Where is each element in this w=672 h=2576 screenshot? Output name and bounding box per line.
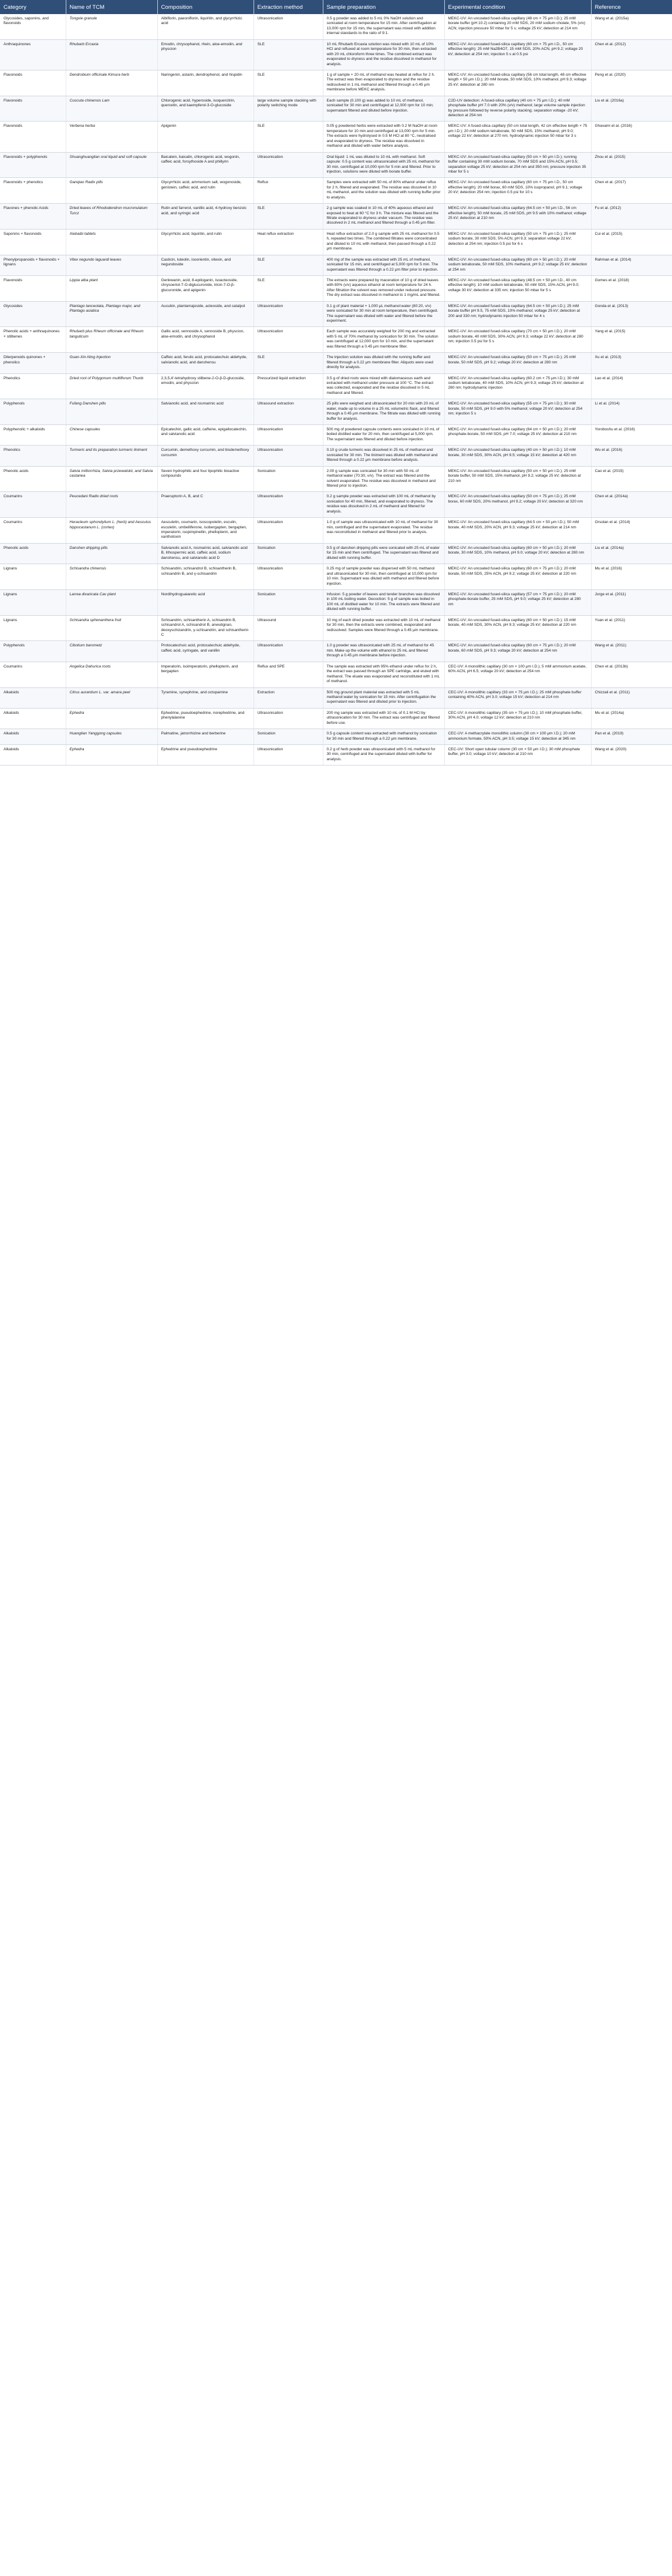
header-experimental-condition: Experimental condition [444, 0, 591, 14]
cell-name-of-tcm: Ganqiao Radix pills [66, 178, 157, 204]
table-row [0, 466, 672, 492]
cell-category: Flavonoids [0, 96, 66, 122]
cell-name-of-tcm: Rhubarb Ercaxia [66, 39, 157, 70]
cell-name-of-tcm: Schisandra sphenanthera fruit [66, 615, 157, 641]
cell-category: Flavonoids + polyphenols [0, 152, 66, 178]
cell-sample-preparation: 1.0 g of sample was ultrasonicated with 10 mL of methanol for 30 min, centrifuged and the supernatant evaporated. The residue was reconstituted in methanol and filtered prior to analysis. [323, 518, 444, 544]
cell-name-of-tcm: Heracleum sphondylium L. (herb) and Aesculus hippocastanum L. (cortex) [66, 518, 157, 544]
cell-experimental-condition: MEKC-UV: A fused-silica capillary (50 cm total length, 42 cm effective length × 75 μm I.D.); 20 mM sodium tetraborate, 50 mM SDS, 15% methanol, pH 9.0; voltage 22 kV; detection at 270 nm; hydrodynamic injection 50 mbar for 3 s [444, 122, 591, 152]
cell-extraction-method: Ultrasonication [254, 745, 323, 766]
cell-reference: Lao et al. (2014) [591, 373, 672, 399]
cell-reference: Peng et al. (2020) [591, 70, 672, 96]
cell-composition: Rutin and farrerol, vanillic acid, 4-hydroxy benzoic acid, and syringic acid [157, 204, 254, 230]
table-row [0, 399, 672, 425]
cell-composition: Ephedrine and pseudoephedrine [157, 745, 254, 766]
cell-extraction-method: Ultrasonication [254, 152, 323, 178]
cell-experimental-condition: CEC-UV: A methacrylate monolithic column (30 cm × 100 μm I.D.); 20 mM ammonium formate, 50% ACN, pH 3.5; voltage 15 kV; detection at 345 nm [444, 729, 591, 745]
cell-sample-preparation: 0.2 g sample powder was extracted with 100 mL of methanol by sonication for 40 min, filtered, and evaporated to dryness. The residue was dissolved in 2 mL of methanol and filtered for analysis. [323, 492, 444, 518]
cell-name-of-tcm: Huanglian Yanggong capsules [66, 729, 157, 745]
cell-reference: Yang et al. (2015) [591, 327, 672, 353]
cell-sample-preparation: 500 mg of powdered capsule contents were sonicated in 10 mL of boiled distilled water for 20 min, then centrifuged at 5,000 rpm. The supernatant was filtered and diluted before injection. [323, 425, 444, 446]
table-body [0, 14, 672, 766]
cell-name-of-tcm: Ephedra [66, 745, 157, 766]
cell-reference: Jorge et al. (2011) [591, 589, 672, 615]
cell-name-of-tcm: Citrus aurantium L. var. amara peel [66, 687, 157, 708]
table-row [0, 229, 672, 255]
cell-experimental-condition: MEKC-UV: An uncoated fused-silica capillary (60 cm × 75 μm I.D.); 20 mM borate, 60 mM SDS, pH 9.3; voltage 20 kV; detection at 254 nm [444, 641, 591, 662]
cell-name-of-tcm: Dried root of Polygonum multiflorum Thunb [66, 373, 157, 399]
cell-reference: Zhou et al. (2015) [591, 152, 672, 178]
table-row [0, 729, 672, 745]
cell-sample-preparation: 25 pills were weighed and ultrasonicated for 20 min with 20 mL of water, made up to volume in a 25 mL volumetric flask, and filtered through a 0.45 μm membrane. The filtrate was diluted with running buffer for analysis. [323, 399, 444, 425]
cell-experimental-condition: MEKC-UV: An uncoated fused-silica capillary (64 cm × 50 μm I.D.); 20 mM phosphate-borate, 50 mM SDS, pH 7.0; voltage 25 kV; detection at 210 nm [444, 425, 591, 446]
cell-category: Diterpenoids quinones + phenolics [0, 353, 66, 373]
cell-extraction-method: Ultrasonication [254, 641, 323, 662]
cell-category: Polyphenols [0, 641, 66, 662]
header-reference: Reference [591, 0, 672, 14]
cell-composition: Salvianolic acid A, rosmarinic acid, salvianolic acid B, lithospermic acid, caffeic acid, sodium danshensu, and salvianolic acid D [157, 543, 254, 564]
cell-category: Lignans [0, 564, 66, 590]
cell-composition: Caffeic acid, ferulic acid, protocatechuic aldehyde, salvianolic acid, and danshensu [157, 353, 254, 373]
cell-extraction-method: Sonication [254, 589, 323, 615]
cell-extraction-method: Ultrasonication [254, 327, 323, 353]
table-row [0, 641, 672, 662]
cell-experimental-condition: CEC-UV: A monolithic capillary (35 cm × 75 μm I.D.); 10 mM phosphate buffer, 30% ACN, pH 4.0; voltage 12 kV; detection at 210 nm [444, 708, 591, 729]
cell-name-of-tcm: Rhubarb plus Rheum officinale and Rheum tanguticum [66, 327, 157, 353]
cell-sample-preparation: The injection solution was diluted with the running buffer and filtered through a 0.22 μm membrane filter. Aliquots were used directly for analysis. [323, 353, 444, 373]
cell-name-of-tcm: Danshen dripping pills [66, 543, 157, 564]
cell-name-of-tcm: Larrea divaricata Cav plant [66, 589, 157, 615]
table-row [0, 255, 672, 275]
cell-composition: Palmatine, jatrorrhizine and berberine [157, 729, 254, 745]
cell-category: Phenolics [0, 373, 66, 399]
cell-sample-preparation: Samples were extracted with 50 mL of 80% ethanol under reflux for 2 h, filtered and evaporated. The residue was dissolved in 10 mL methanol, and the solution was diluted with running buffer prior to analysis. [323, 178, 444, 204]
cell-name-of-tcm: Shuanghuanglian oral liquid and soft capsule [66, 152, 157, 178]
table-row [0, 687, 672, 708]
cell-composition: Glycyrrhizic acid, ammonium salt, wogonoside, genistein, caffeic acid, and rutin [157, 178, 254, 204]
cell-reference: Cao et al. (2015) [591, 466, 672, 492]
cell-reference: Xu et al. (2013) [591, 353, 672, 373]
cell-category: Polyphenolic + alkaloids [0, 425, 66, 446]
cell-extraction-method: Sonication [254, 466, 323, 492]
cell-category: Glycosides [0, 301, 66, 327]
cell-sample-preparation: 1 g of sample + 20 mL of methanol was heated at reflux for 2 h. The extract was then evaporated to dryness and the residue redissolved in 1 mL methanol and filtered through a 0.45 μm membrane before MEKC analysis. [323, 70, 444, 96]
table-row [0, 564, 672, 590]
cell-reference: Gomes et al. (2018) [591, 275, 672, 301]
cell-extraction-method: SLE [254, 275, 323, 301]
cell-category: Flavonoids [0, 122, 66, 152]
cell-reference: Wu et al. (2016) [591, 446, 672, 466]
table-row [0, 446, 672, 466]
table-row [0, 492, 672, 518]
cell-category: Flavonoids [0, 275, 66, 301]
cell-experimental-condition: C2D-UV detection: A fused-silica capillary (40 cm × 75 μm I.D.); 40 mM phosphate buffer pH 7.0 with 20% (v/v) methanol; large volume sample injection by pressure followed by reverse polarity stacking; separation voltage -20 kV; detection at 254 nm [444, 96, 591, 122]
cell-reference: Orsolan et al. (2014) [591, 518, 672, 544]
cell-category: Flavones + phenolic Acids [0, 204, 66, 230]
cell-sample-preparation: The extracts were prepared by maceration of 10 g of dried leaves with 80% (v/v) aqueous ethanol at room temperature for 24 h. After filtration the solvent was removed under reduced pressure. The dry extract was dissolved in methanol to 1 mg/mL and filtered. [323, 275, 444, 301]
cell-experimental-condition: CEC-UV: Short open tubular column (30 cm × 50 μm I.D.); 30 mM phosphate buffer, pH 3.0; voltage 10 kV; detection at 210 nm [444, 745, 591, 766]
table-row [0, 301, 672, 327]
cell-experimental-condition: MEKC-UV: An uncoated fused-silica capillary (64.5 cm × 50 μm I.D.); 25 mM borate buffer pH 9.5, 75 mM SDS, 10% methanol; voltage 25 kV; detection at 200 and 330 nm; hydrodynamic injection 50 mbar for 4 s [444, 301, 591, 327]
cell-reference: Li et al. (2014) [591, 399, 672, 425]
cell-extraction-method: Ultrasound [254, 615, 323, 641]
cell-sample-preparation: 2.00 g sample was sonicated for 30 min with 50 mL of methanol:water (70:30, v/v). The extract was filtered and the solvent evaporated. The residue was dissolved in methanol and filtered prior to injection. [323, 466, 444, 492]
cell-composition: Schisandrin, schisantherin A, schisandrin B, schisandrol A, schisandrol B, anwulignan, deoxyschizandrin, γ-schisandrin, and schisantherin C [157, 615, 254, 641]
cell-extraction-method: SLE [254, 204, 323, 230]
cell-experimental-condition: MEKC-UV: An uncoated fused-silica capillary (60 cm × 75 μm I.D.); 20 mM borate, 50 mM SDS, 25% ACN, pH 9.2; voltage 25 kV; detection at 220 nm [444, 564, 591, 590]
cell-extraction-method: SLE [254, 70, 323, 96]
table-header [0, 0, 672, 14]
cell-composition: Baicalein, baicalin, chlorogenic acid, wogonin, caffeic acid, forsythoside A and phillyrin [157, 152, 254, 178]
table-row [0, 275, 672, 301]
cell-composition: Glycyrrhizic acid, liquiritin, and rutin [157, 229, 254, 255]
cell-name-of-tcm: Schisandra chinensis [66, 564, 157, 590]
cell-reference: Chen et al. (2014a) [591, 492, 672, 518]
cell-reference: Ghavami et al. (2016) [591, 122, 672, 152]
cell-sample-preparation: 0.1 g of plant material + 1,000 μL methanol:water (80:20, v/v) were sonicated for 30 min at room temperature, then centrifuged. The supernatant was diluted with water and filtered before the experiment. [323, 301, 444, 327]
cell-reference: Chen et al. (2012) [591, 39, 672, 70]
cell-sample-preparation: 0.5 g capsule content was extracted with methanol by sonication for 30 min and filtered through a 0.22 μm membrane. [323, 729, 444, 745]
cell-reference: Mu et al. (2016) [591, 564, 672, 590]
cell-category: Phenolic acids [0, 543, 66, 564]
cell-extraction-method: Ultrasonication [254, 518, 323, 544]
cell-extraction-method: Reflux and SPE [254, 662, 323, 687]
cell-experimental-condition: MEKC-UV: An uncoated fused-silica capillary (56 cm total length, 48 cm effective length × 50 μm I.D.); 20 mM borate, 50 mM SDS, 10% methanol, pH 9.3; voltage 25 kV; detection at 280 nm [444, 70, 591, 96]
cell-experimental-condition: MEKC-UV: An uncoated fused-silica capillary (60 cm × 50 μm I.D.); 20 mM borate, 30 mM SDS, 10% methanol, pH 9.0; voltage 20 kV; detection at 280 nm [444, 543, 591, 564]
header-row [0, 0, 672, 14]
cell-reference: Fu et al. (2012) [591, 204, 672, 230]
cell-sample-preparation: 0.5 g powder was added to 5 mL 0% NaOH solution and sonicated at room temperature for 15 min. After centrifugation at 13,000 rpm for 15 min, the supernatant was mixed with addition internal standards to the ratio of 9:1. [323, 14, 444, 39]
cell-sample-preparation: 0.25 mg of sample powder was dispersed with 50 mL methanol and ultrasonicated for 30 min, then centrifuged at 10,000 rpm for 10 min. Supernatant was diluted with methanol and filtered before injection. [323, 564, 444, 590]
cell-composition: Gallic acid, sennoside A, sennoside B, physcion, aloe-emodin, and chrysophanol [157, 327, 254, 353]
cell-category: Polyphenols [0, 399, 66, 425]
cell-category: Alkaloids [0, 687, 66, 708]
cell-reference: Gonda et al. (2013) [591, 301, 672, 327]
cell-category: Coumarins [0, 492, 66, 518]
cell-experimental-condition: MEKC-UV: An uncoated fused-silica capillary (50 cm × 75 μm I.D.); 25 mM borate, 50 mM SDS, pH 9.2; voltage 20 kV; detection at 280 nm [444, 353, 591, 373]
cell-extraction-method: Sonication [254, 729, 323, 745]
cell-composition: Emodin, chrysophanol, rhein, aloe-emodin, and physcion [157, 39, 254, 70]
cell-sample-preparation: 500 mg ground plant material was extracted with 5 mL methanol:water by sonication for 15 min. After centrifugation the supernatant was filtered and diluted prior to injection. [323, 687, 444, 708]
cell-reference: Rahman et al. (2014) [591, 255, 672, 275]
header-name-of-tcm: Name of TCM [66, 0, 157, 14]
table-row [0, 373, 672, 399]
cell-category: Alkaloids [0, 729, 66, 745]
cell-sample-preparation: 10 mL Rhubarb Ercaxia solution was mixed with 10 mL of 10% HCl and refluxed at room temperature for 30 min, then extracted with 20 mL chloroform three times. The combined extract was evaporated to dryness and the residue dissolved in methanol for analysis. [323, 39, 444, 70]
tcm-analysis-table [0, 0, 672, 766]
header-extraction-method: Extraction method [254, 0, 323, 14]
cell-composition: Aesculetin, coumarin, isoscopoletin, esculin, esculetin, umbelliferone, isobergapten, bergapten, imperatorin, isopimpinellin, phellopterin, and xanthotoxin [157, 518, 254, 544]
cell-composition: 2,3,5,4'-tetrahydroxy stilbene-2-O-β-D-glucoside, emodin, and physcion [157, 373, 254, 399]
cell-reference: Liu et al. (2016a) [591, 96, 672, 122]
cell-composition: Casticin, luteolin, isoorientin, vitexin, and negundoside [157, 255, 254, 275]
header-composition: Composition [157, 0, 254, 14]
cell-sample-preparation: 2 g sample was soaked in 10 mL of 40% aqueous ethanol and exposed to heat at 60 °C for 3 h. The mixture was filtered and the filtrate evaporated to dryness under vacuum. The residue was dissolved in 2 mL methanol and filtered through a 0.45 μm filter. [323, 204, 444, 230]
cell-extraction-method: Heat reflux extraction [254, 229, 323, 255]
cell-composition: Epicatechin, gallic acid, caffeine, epigallocatechin, and salvianolic acid [157, 425, 254, 446]
cell-reference: Yoroboshu et al. (2016) [591, 425, 672, 446]
cell-category: Anthraquinones [0, 39, 66, 70]
cell-name-of-tcm: Salvia miltiorrhiza, Salvia przewalskii, and Salvia castanea [66, 466, 157, 492]
cell-category: Coumarins [0, 662, 66, 687]
cell-extraction-method: Ultrasonication [254, 492, 323, 518]
cell-experimental-condition: MEKC-UV: An uncoated fused-silica capillary (60.2 cm × 75 μm I.D.); 30 mM sodium tetraborate, 40 mM SDS, 10% ACN, pH 9.3; voltage 25 kV; detection at 280 nm; hydrodynamic injection [444, 373, 591, 399]
cell-experimental-condition: MEKC-UV: An uncoated fused-silica capillary (48.5 cm × 50 μm I.D., 40 cm effective length); 10 mM sodium tetraborate, 50 mM SDS, 15% ACN, pH 9.0; voltage 30 kV; detection at 335 nm; injection 50 mbar for 5 s [444, 275, 591, 301]
cell-composition: Naringenin, astarin, dendrophenol, and hispidin [157, 70, 254, 96]
cell-name-of-tcm: Peucedani Radix dried roots [66, 492, 157, 518]
header-category: Category [0, 0, 66, 14]
header-sample-preparation: Sample preparation [323, 0, 444, 14]
cell-sample-preparation: Oral liquid: 1 mL was diluted to 10 mL with methanol. Soft capsule: 0.5 g content was ultrasonicated with 25 mL methanol for 30 min, centrifuged at 10,000 rpm for 5 min and filtered. Prior to injection, solutions were diluted with borate buffer. [323, 152, 444, 178]
cell-category: Lignans [0, 615, 66, 641]
cell-composition: Aucubin, plantamajoside, acteoside, and catalpol [157, 301, 254, 327]
cell-category: Lignans [0, 589, 66, 615]
cell-extraction-method: Reflux [254, 178, 323, 204]
cell-category: Phenolic acids + anthraquinones + stilbenes [0, 327, 66, 353]
cell-name-of-tcm: Dried leaves of Rhododendron mucronulatum Turcz [66, 204, 157, 230]
cell-name-of-tcm: Angelica Dahurica roots [66, 662, 157, 687]
cell-extraction-method: large volume sample stacking with polarity switching mode [254, 96, 323, 122]
cell-experimental-condition: MEKC-UV: An uncoated fused-silica capillary (60 cm × 75 μm I.D., 50 cm effective length); 25 mM Na2B4O7, 15 mM SDS, 20% ACN, pH 9.2; voltage 20 kV; detection at 254 nm; injection 5 s at 0.5 psi [444, 39, 591, 70]
table-row [0, 425, 672, 446]
cell-extraction-method: Ultrasonication [254, 564, 323, 590]
cell-extraction-method: Ultrasonication [254, 708, 323, 729]
cell-composition: Genkwanin, acid, 8-epiloganin, isoacteoside, chrysoeriol-7-O-diglucuronide, tricin-7-O-β-glucuronide, and apigenin [157, 275, 254, 301]
cell-name-of-tcm: Verbena herba [66, 122, 157, 152]
cell-sample-preparation: 0.05 g powdered herbs were extracted with 0.2 M NaOH at room temperature for 10 min and centrifuged at 13,000 rpm for 5 min. The extracts were hydrolysed in 0.5 M HCl at 80 °C, neutralised and evaporated to dryness. The residue was dissolved in methanol and diluted with water before analysis. [323, 122, 444, 152]
cell-category: Alkaloids [0, 745, 66, 766]
cell-category: Phenolic acids [0, 466, 66, 492]
table-row [0, 96, 672, 122]
table-row [0, 39, 672, 70]
table-row [0, 327, 672, 353]
cell-name-of-tcm: Fufang Danshen pills [66, 399, 157, 425]
cell-reference: Wang et al. (2020) [591, 745, 672, 766]
table-row [0, 70, 672, 96]
cell-sample-preparation: 200 mg sample was extracted with 10 mL of 0.1 M HCl by ultrasonication for 30 min. The extract was centrifuged and filtered before use. [323, 708, 444, 729]
cell-experimental-condition: CEC-UV: A monolithic capillary (33 cm × 75 μm I.D.); 25 mM phosphate buffer containing 40% ACN, pH 3.0; voltage 15 kV; detection at 214 nm [444, 687, 591, 708]
cell-composition: Tyramine, synephrine, and octopamine [157, 687, 254, 708]
cell-name-of-tcm: Tongxie granule [66, 14, 157, 39]
table-row [0, 589, 672, 615]
cell-reference: Pan et al. (2019) [591, 729, 672, 745]
cell-extraction-method: Ultrasonication [254, 301, 323, 327]
cell-composition: Praeruptorin A, B, and C [157, 492, 254, 518]
cell-name-of-tcm: Turmeric and its preparation turmeric liniment [66, 446, 157, 466]
cell-sample-preparation: 0.2 g of herb powder was ultrasonicated with 5 mL methanol for 30 min, centrifuged and the supernatant diluted with buffer for analysis. [323, 745, 444, 766]
cell-experimental-condition: MEKC-UV: An uncoated fused-silica capillary (70 cm × 50 μm I.D.); 20 mM sodium borate, 40 mM SDS, 30% ACN, pH 9.3; voltage 22 kV; detection at 280 nm; injection 0.5 psi for 5 s [444, 327, 591, 353]
cell-category: Phenylpropanoids + flavonoids + lignans [0, 255, 66, 275]
cell-sample-preparation: Each sample (0.100 g) was added to 10 mL of methanol, sonicated for 30 min and centrifuged at 12,000 rpm for 10 min; supernatant filtered and diluted before injection. [323, 96, 444, 122]
cell-sample-preparation: Infusion: 5 g powder of leaves and tender branches was dissolved in 100 mL boiling water. Decoction: 5 g of sample was boiled in 100 mL of distilled water for 10 min. The extracts were filtered and diluted with running buffer. [323, 589, 444, 615]
cell-name-of-tcm: Cibotium barometz [66, 641, 157, 662]
table-row [0, 353, 672, 373]
table-row [0, 152, 672, 178]
cell-experimental-condition: MEKC-UV: An uncoated fused-silica capillary (64.5 cm × 50 μm I.D., 56 cm effective length); 50 mM borate, 25 mM SDS, pH 9.5 with 10% methanol; voltage 25 kV; detection at 210 nm [444, 204, 591, 230]
cell-reference: Yuan et al. (2011) [591, 615, 672, 641]
cell-composition: Seven hydrophilic and four lipophilic bioactive compounds [157, 466, 254, 492]
cell-sample-preparation: 1.0 g powder was ultrasonicated with 25 mL of methanol for 45 min. Make up the volume with ethanol to 25 mL and filtered through a 0.45 μm membrane before injection. [323, 641, 444, 662]
cell-experimental-condition: MEKC-UV: An uncoated fused-silica capillary (50 cm × 75 μm I.D.); 25 mM sodium borate, 30 mM SDS, 5% ACN, pH 9.3; separation voltage 22 kV; detection at 254 nm; injection 0.5 psi for 6 s [444, 229, 591, 255]
table-row [0, 122, 672, 152]
cell-extraction-method: Ultrasonication [254, 14, 323, 39]
cell-reference: Chizzali et al. (2011) [591, 687, 672, 708]
cell-category: Phenolics [0, 446, 66, 466]
cell-name-of-tcm: Xiebaibi tablets [66, 229, 157, 255]
cell-reference: Chen et al. (2017) [591, 178, 672, 204]
cell-composition: Schisandrin, schisandrol B, schisantherin B, schisandrin B, and γ-schisandrin [157, 564, 254, 590]
table-row [0, 178, 672, 204]
cell-composition: Ephedrine, pseudoephedrine, norephedrine, and phenylalanine [157, 708, 254, 729]
cell-category: Saponins + flavonoids [0, 229, 66, 255]
cell-experimental-condition: MEKC-UV: An uncoated fused-silica capillary (60 cm × 50 μm I.D.); 15 mM borate, 40 mM SDS, 30% ACN, pH 9.3; voltage 25 kV; detection at 220 nm [444, 615, 591, 641]
cell-extraction-method: Ultrasound extraction [254, 399, 323, 425]
cell-category: Alkaloids [0, 708, 66, 729]
cell-experimental-condition: MEKC-UV: An uncoated fused-silica capillary (57 cm × 75 μm I.D.); 20 mM phosphate-borate buffer, 25 mM SDS, pH 9.0; voltage 25 kV; detection at 280 nm [444, 589, 591, 615]
cell-experimental-condition: CEC-UV: A monolithic capillary (30 cm × 100 μm I.D.); 5 mM ammonium acetate, 60% ACN, pH 6.5; voltage 20 kV; detection at 254 nm [444, 662, 591, 687]
cell-sample-preparation: 400 mg of the sample was extracted with 25 mL of methanol, sonicated for 15 min, and centrifuged at 5,000 rpm for 5 min. The supernatant was filtered through a 0.22 μm filter prior to injection. [323, 255, 444, 275]
cell-composition: Protocatechuic acid, protocatechuic aldehyde, caffeic acid, syringate, and vanillin [157, 641, 254, 662]
cell-name-of-tcm: Guan-Xin-Ning Injection [66, 353, 157, 373]
cell-name-of-tcm: Ephedra [66, 708, 157, 729]
cell-extraction-method: SLE [254, 39, 323, 70]
cell-sample-preparation: 0.5 g of danshen dripping pills were sonicated with 25 mL of water for 15 min and then centrifuged. The supernatant was filtered and diluted with running buffer. [323, 543, 444, 564]
cell-sample-preparation: The sample was extracted with 95% ethanol under reflux for 2 h, the extract was passed through an SPE cartridge, and eluted with methanol. The eluate was evaporated and reconstituted with 1 mL of methanol. [323, 662, 444, 687]
cell-composition: Albiflorin, paeoniflorin, liquiritin, and glycyrrhizic acid [157, 14, 254, 39]
cell-category: Glycosides, saponins, and flavonoids [0, 14, 66, 39]
table-row [0, 662, 672, 687]
cell-extraction-method: Ultrasonication [254, 446, 323, 466]
cell-extraction-method: SLE [254, 255, 323, 275]
cell-name-of-tcm: Cuscuta chinensis Lam [66, 96, 157, 122]
cell-name-of-tcm: Chinese capsules [66, 425, 157, 446]
cell-composition: Salvianolic acid, and rosmarinic acid [157, 399, 254, 425]
cell-extraction-method: Sonication [254, 543, 323, 564]
cell-experimental-condition: MEKC-UV: An uncoated fused-silica capillary (64.5 cm × 50 μm I.D.); 50 mM borate, 40 mM SDS, 20% ACN, pH 9.3; voltage 25 kV; detection at 214 nm [444, 518, 591, 544]
cell-experimental-condition: MEKC-UV: An uncoated fused-silica capillary (48 cm × 75 μm I.D.); 25 mM borate buffer (pH 10.2) containing 20 mM SDS, 20 mM sodium cholate, 5% (v/v) ACN; injection pressure 50 mbar for 5 s; voltage 25 kV; detection at 214 nm [444, 14, 591, 39]
cell-extraction-method: SLE [254, 122, 323, 152]
cell-reference: Chen et al. (2013b) [591, 662, 672, 687]
cell-name-of-tcm: Vitex negundo laguardi leaves [66, 255, 157, 275]
cell-extraction-method: Pressurized liquid extraction [254, 373, 323, 399]
table-row [0, 204, 672, 230]
cell-composition: Nordihydroguaiaretic acid [157, 589, 254, 615]
cell-sample-preparation: 0.10 g crude turmeric was dissolved in 25 mL of methanol and sonicated for 30 min. The liniment was diluted with methanol and filtered through a 0.22 μm membrane before analysis. [323, 446, 444, 466]
table-row [0, 543, 672, 564]
cell-reference: Cui et al. (2015) [591, 229, 672, 255]
cell-category: Coumarins [0, 518, 66, 544]
table-row [0, 14, 672, 39]
cell-reference: Liu et al. (2014a) [591, 543, 672, 564]
table-row [0, 615, 672, 641]
cell-experimental-condition: MEKC-UV: An uncoated fused-silica capillary (55 cm × 75 μm I.D.); 30 mM borate, 50 mM SDS, pH 9.0 with 5% methanol; voltage 20 kV; detection at 254 nm; injection 5 s [444, 399, 591, 425]
cell-experimental-condition: MEKC-UV: An uncoated fused-silica capillary (40 cm × 50 μm I.D.); 10 mM borate, 30 mM SDS, 30% ACN, pH 9.5; voltage 15 kV; detection at 420 nm [444, 446, 591, 466]
cell-reference: Mu et al. (2014a) [591, 708, 672, 729]
table-row [0, 708, 672, 729]
table-row [0, 518, 672, 544]
cell-experimental-condition: MEKC-UV: An uncoated fused-silica capillary (60 cm × 75 μm I.D., 50 cm effective length); 20 mM borax, 60 mM SDS, 10% isopropanol, pH 9.1; voltage 20 kV; detection 254 nm; injection 0.5 psi for 10 s [444, 178, 591, 204]
cell-composition: Imperatorin, isoimperatorin, phellopterin, and bergapten [157, 662, 254, 687]
cell-sample-preparation: 10 mg of each dried powder was extracted with 10 mL of methanol for 30 min, then the extracts were combined, evaporated and redissolved. Samples were filtered through a 0.45 μm membrane. [323, 615, 444, 641]
cell-name-of-tcm: Lippia alba plant [66, 275, 157, 301]
cell-name-of-tcm: Plantago lanceolata, Plantago major, and Plantago asiatica [66, 301, 157, 327]
cell-reference: Wang et al. (2015a) [591, 14, 672, 39]
cell-name-of-tcm: Dendrobium officinale Kimura herb [66, 70, 157, 96]
cell-sample-preparation: 0.5 g of dried roots were mixed with diatomaceous earth and extracted with methanol under pressure at 100 °C. The extract was collected, evaporated and the residue dissolved in 5 mL methanol and filtered. [323, 373, 444, 399]
cell-experimental-condition: MEKC-UV: An uncoated fused-silica capillary (50 cm × 50 μm I.D.); 25 mM borate buffer, 50 mM SDS, 15% methanol, pH 9.2; voltage 25 kV; detection at 210 nm [444, 466, 591, 492]
cell-composition: Chlorogenic acid, hyperoside, isoquercitrin, quercetin, and kaempferol-3-O-glucoside [157, 96, 254, 122]
cell-experimental-condition: MEKC-UV: An uncoated fused-silica capillary (60 cm × 50 μm I.D.); 20 mM sodium tetraborate, 50 mM SDS, 10% methanol, pH 9.2; voltage 25 kV; detection at 254 nm [444, 255, 591, 275]
cell-experimental-condition: MEKC-UV: An uncoated fused-silica capillary (50 cm × 50 μm I.D.); running buffer containing 30 mM sodium borate, 70 mM SDS and 15% ACN, pH 9.5; separation voltage 25 kV; detection at 254 nm and 350 nm; pressure injection 35 mbar for 5 s [444, 152, 591, 178]
cell-composition: Curcumin, demethoxy curcumin, and bisdemethoxy curcumin [157, 446, 254, 466]
cell-sample-preparation: Heat reflux extraction of 2.0 g sample with 25 mL methanol for 0.5 h, repeated two times. The combined filtrates were concentrated and diluted to 10 mL with methanol, then passed through a 0.22 μm membrane. [323, 229, 444, 255]
cell-category: Flavonoids [0, 70, 66, 96]
cell-sample-preparation: Each sample was accurately weighed for 200 mg and extracted with 5 mL of 70% methanol by sonication for 30 min. The solution was centrifuged at 12,000 rpm for 10 min, and the supernatant was filtered through a 0.45 μm membrane filter. [323, 327, 444, 353]
cell-extraction-method: Ultrasonication [254, 425, 323, 446]
cell-composition: Apigenin [157, 122, 254, 152]
table-row [0, 745, 672, 766]
cell-category: Flavonoids + phenolics [0, 178, 66, 204]
cell-reference: Wang et al. (2011) [591, 641, 672, 662]
cell-extraction-method: Extraction [254, 687, 323, 708]
cell-extraction-method: SLE [254, 353, 323, 373]
cell-experimental-condition: MEKC-UV: An uncoated fused-silica capillary (50 cm × 75 μm I.D.); 25 mM borax, 60 mM SDS, 20% methanol, pH 9.2; voltage 20 kV; detection at 320 nm [444, 492, 591, 518]
